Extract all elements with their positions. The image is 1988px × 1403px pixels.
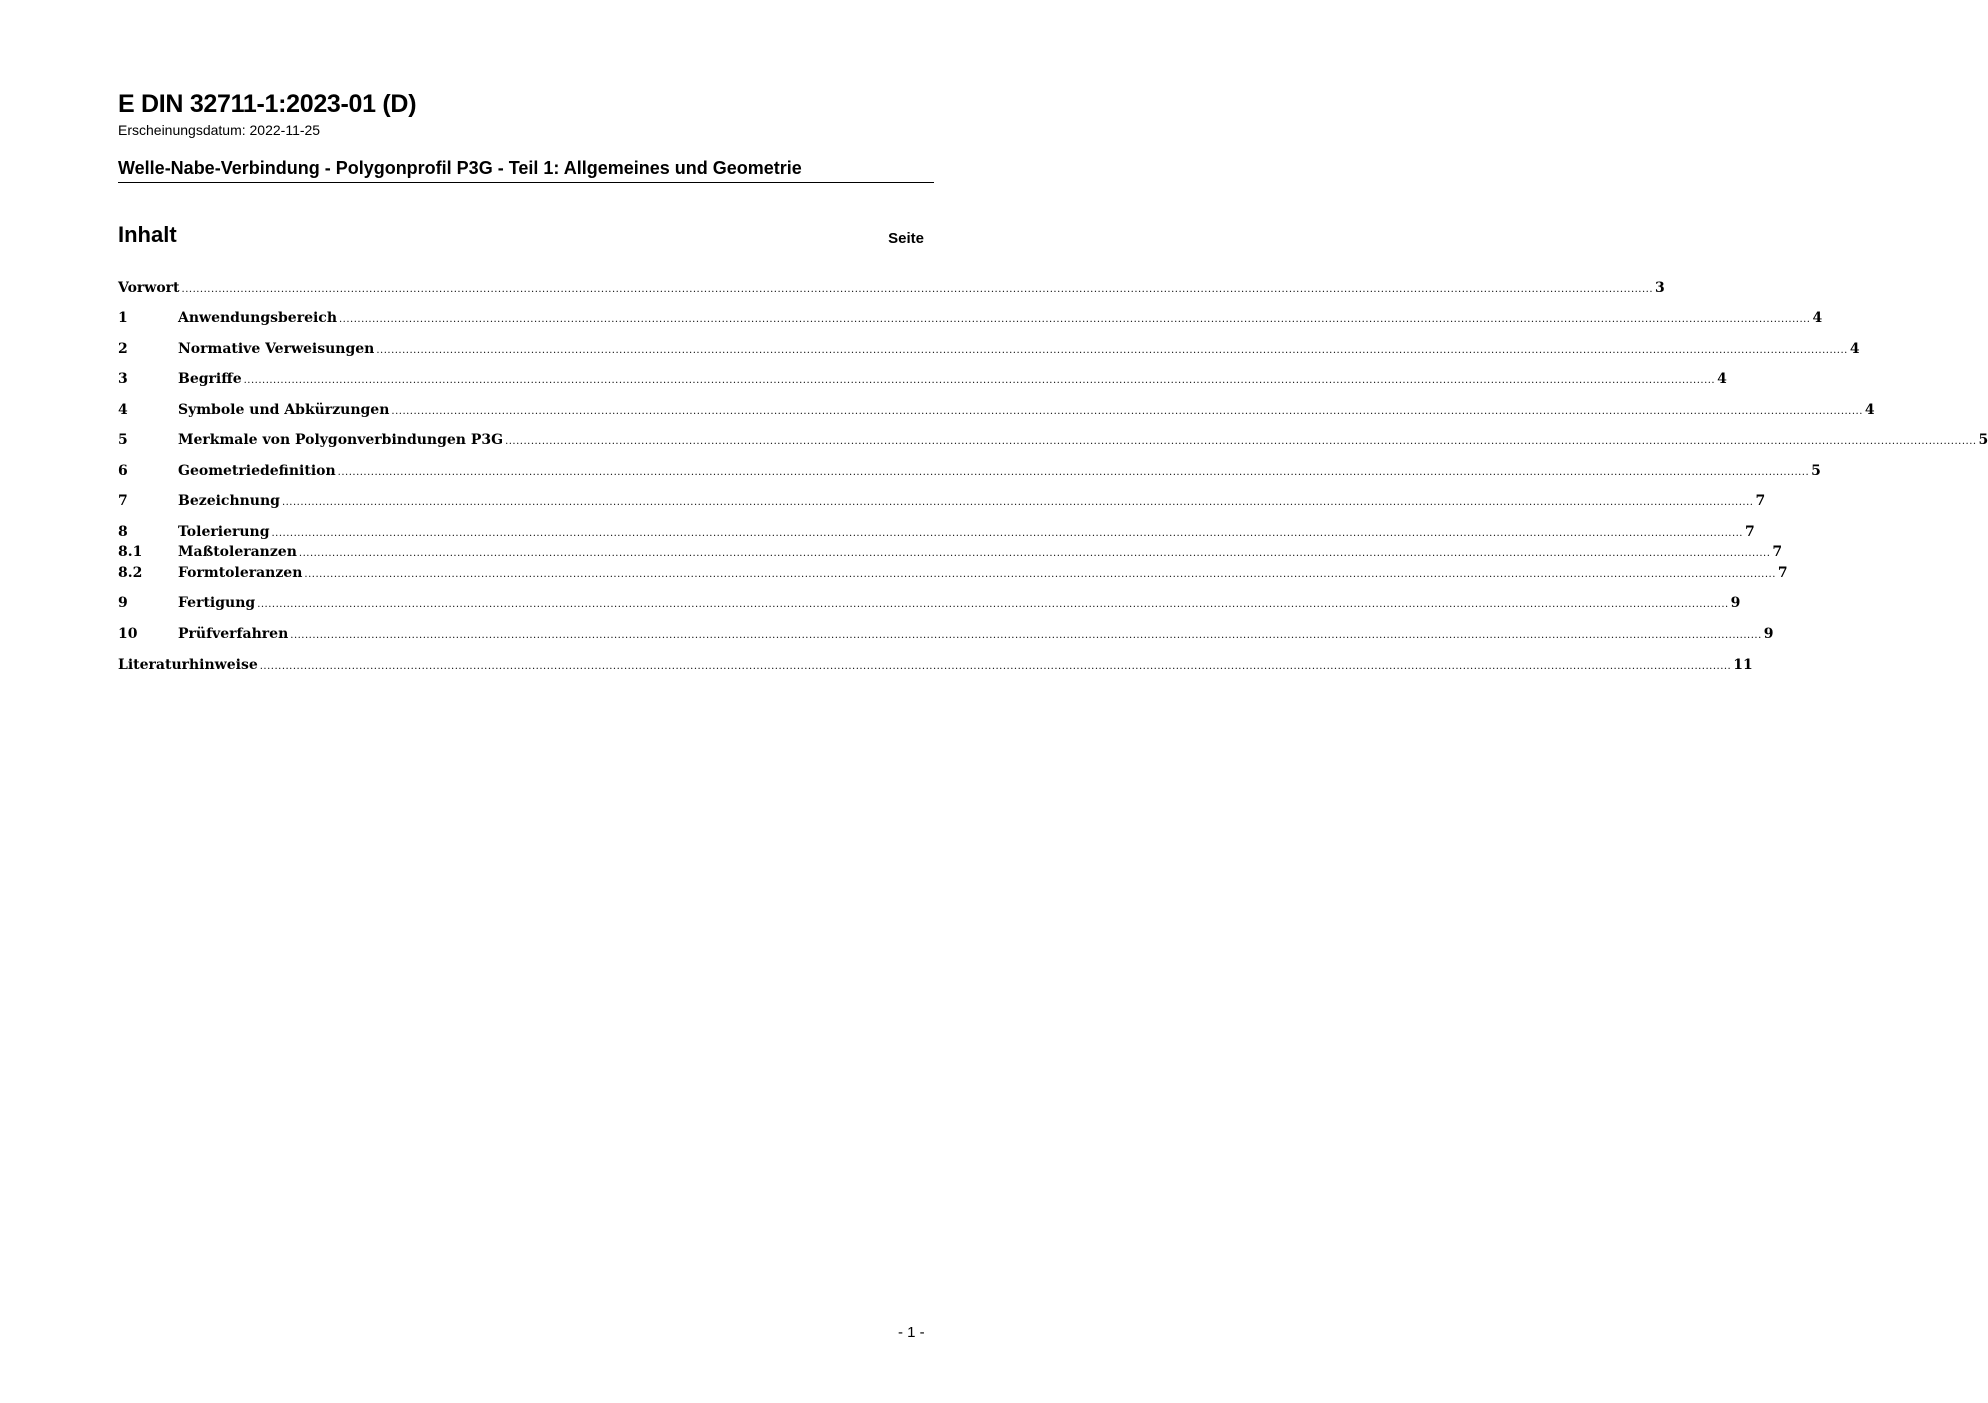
toc-entry-literaturhinweise[interactable]	[118, 657, 1753, 677]
toc-entry-text: Literaturhinweise	[118, 657, 258, 673]
document-code: E DIN 32711-1:2023-01 (D)	[118, 90, 417, 118]
toc-entry-page: 9	[1763, 626, 1774, 642]
toc-entry-text: Merkmale von Polygonverbindungen P3G	[178, 432, 504, 448]
toc-entry-2[interactable]	[118, 341, 1860, 361]
toc-entry-vorwort[interactable]	[118, 280, 1665, 300]
toc-entry-text: Formtoleranzen	[178, 565, 303, 581]
toc-entry-6[interactable]	[118, 463, 1821, 483]
toc-entry-number: 7	[118, 493, 128, 509]
toc-entry-1[interactable]	[118, 310, 1823, 330]
toc-entry-text: Bezeichnung	[178, 493, 280, 509]
toc-entry-text: Vorwort	[118, 280, 180, 296]
toc-entry-number: 10	[118, 626, 138, 642]
toc-entry-8-1[interactable]	[118, 544, 1783, 564]
toc-entry-page: 9	[1730, 595, 1741, 611]
toc-entry-page: 3	[1655, 280, 1665, 296]
toc-entry-text: Tolerierung	[178, 524, 270, 540]
toc-entry-page: 11	[1733, 657, 1753, 673]
publication-date: Erscheinungsdatum: 2022-11-25	[118, 122, 321, 138]
toc-entry-number: 8.2	[118, 565, 143, 581]
toc-entry-page: 7	[1772, 544, 1783, 560]
toc-entry-page: 7	[1777, 565, 1788, 581]
toc-leader: ................................................................................................................................................................................................................................................................................................................................................................................................................	[290, 630, 1762, 641]
toc-leader: ................................................................................................................................................................................................................................................................................................................................................................................................................	[339, 314, 1811, 325]
toc-entry-text: Maßtoleranzen	[178, 544, 297, 560]
toc-entry-number: 3	[118, 371, 128, 387]
document-title: Welle-Nabe-Verbindung - Polygonprofil P3G - Teil 1: Allgemeines und Geometrie	[118, 158, 934, 183]
toc-entry-text: Begriffe	[178, 371, 242, 387]
toc-entry-8-2[interactable]	[118, 565, 1788, 585]
toc-entry-page: 7	[1744, 524, 1755, 540]
toc-entry-number: 2	[118, 341, 128, 357]
toc-entry-number: 1	[118, 310, 128, 326]
toc-entry-4[interactable]	[118, 402, 1875, 422]
toc-leader: ................................................................................................................................................................................................................................................................................................................................................................................................................	[505, 436, 1977, 447]
toc-leader: ................................................................................................................................................................................................................................................................................................................................................................................................................	[391, 406, 1863, 417]
page-number: - 1 -	[898, 1324, 925, 1341]
toc-entry-9[interactable]	[118, 595, 1741, 615]
toc-entry-number: 6	[118, 463, 128, 479]
toc-leader: ................................................................................................................................................................................................................................................................................................................................................................................................................	[259, 661, 1732, 672]
toc-entry-number: 4	[118, 402, 128, 418]
toc-entry-7[interactable]	[118, 493, 1766, 513]
table-of-contents	[118, 0, 1988, 1403]
toc-leader: ................................................................................................................................................................................................................................................................................................................................................................................................................	[298, 548, 1771, 559]
toc-leader: ................................................................................................................................................................................................................................................................................................................................................................................................................	[243, 375, 1716, 386]
toc-entry-text: Fertigung	[178, 595, 256, 611]
toc-entry-5[interactable]	[118, 432, 1988, 452]
toc-entry-number: 5	[118, 432, 128, 448]
toc-leader: ................................................................................................................................................................................................................................................................................................................................................................................................................	[271, 528, 1743, 539]
toc-leader: ................................................................................................................................................................................................................................................................................................................................................................................................................	[376, 345, 1848, 356]
toc-entry-page: 5	[1978, 432, 1988, 448]
toc-heading: Inhalt	[118, 222, 177, 247]
toc-leader: ................................................................................................................................................................................................................................................................................................................................................................................................................	[281, 497, 1754, 508]
toc-entry-number: 8.1	[118, 544, 143, 560]
toc-entry-10[interactable]	[118, 626, 1774, 646]
toc-entry-number: 8	[118, 524, 128, 540]
toc-entry-page: 4	[1864, 402, 1875, 418]
toc-entry-page: 4	[1812, 310, 1823, 326]
toc-entry-3[interactable]	[118, 371, 1727, 391]
toc-entry-page: 5	[1811, 463, 1821, 479]
toc-entry-page: 4	[1849, 341, 1860, 357]
toc-leader: ................................................................................................................................................................................................................................................................................................................................................................................................................	[304, 569, 1776, 580]
toc-entry-number: 9	[118, 595, 128, 611]
toc-entry-text: Geometriedefinition	[178, 463, 336, 479]
toc-page-label: Seite	[888, 230, 924, 247]
toc-entry-page: 7	[1755, 493, 1766, 509]
toc-entry-8[interactable]	[118, 524, 1755, 544]
toc-leader: ................................................................................................................................................................................................................................................................................................................................................................................................................	[337, 467, 1810, 478]
toc-entry-text: Anwendungsbereich	[178, 310, 337, 326]
toc-entry-text: Symbole und Abkürzungen	[178, 402, 390, 418]
toc-entry-text: Normative Verweisungen	[178, 341, 375, 357]
toc-leader: ................................................................................................................................................................................................................................................................................................................................................................................................................	[181, 284, 1654, 295]
toc-entry-page: 4	[1717, 371, 1727, 387]
toc-entry-text: Prüfverfahren	[178, 626, 289, 642]
toc-leader: ................................................................................................................................................................................................................................................................................................................................................................................................................	[257, 599, 1729, 610]
